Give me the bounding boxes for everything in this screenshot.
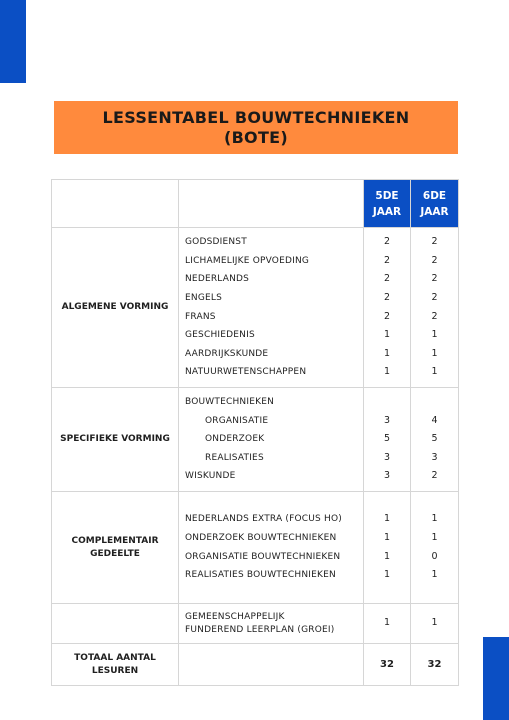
hours-value: 1 <box>431 366 438 378</box>
hours-value: 3 <box>383 414 391 426</box>
lessentabel-table <box>51 179 459 686</box>
hours-value: 1 <box>383 347 391 359</box>
hours-value: 1 <box>431 329 438 341</box>
category-label: ALGEMENE VORMING <box>52 228 179 388</box>
total-year-5: 32 <box>364 644 411 686</box>
subject-name: NEDERLANDS EXTRA (FOCUS HO) <box>185 514 342 525</box>
header-row <box>52 180 459 228</box>
group-row-algemene <box>52 228 459 388</box>
hours-value: 1 <box>431 513 438 525</box>
header-empty-category <box>52 180 179 228</box>
subject-name: WISKUNDE <box>185 471 236 482</box>
subject-name: BOUWTECHNIEKEN <box>185 397 275 408</box>
subject-name: ORGANISATIE <box>205 415 269 426</box>
hours-column-year-6 <box>411 228 459 388</box>
hours-value: 1 <box>383 531 391 543</box>
hours-value: 2 <box>431 291 438 303</box>
subject-name: NEDERLANDS <box>185 274 250 285</box>
subject-name: ONDERZOEK BOUWTECHNIEKEN <box>185 532 337 543</box>
subject-name: NATUURWETENSCHAPPEN <box>185 367 307 378</box>
group-row-specifieke <box>52 388 459 492</box>
hours-value: 2 <box>383 273 391 285</box>
subject-name: REALISATIES BOUWTECHNIEKEN <box>185 570 336 581</box>
total-year-6: 32 <box>411 644 459 686</box>
subject-name: FUNDEREND LEERPLAN (GROEI) <box>185 624 335 635</box>
category-label: SPECIFIEKE VORMING <box>52 388 179 492</box>
group-row-complementair <box>52 492 459 604</box>
hours-value: 1 <box>383 513 391 525</box>
hours-column-year-5 <box>364 492 411 604</box>
hours-value: 1 <box>383 569 391 581</box>
subject-name: GEMEENSCHAPPELIJK <box>185 612 285 622</box>
subject-list <box>179 492 364 604</box>
subject-list <box>179 388 364 492</box>
hours-column-year-5 <box>364 388 411 492</box>
decorative-accent-bar-top <box>0 0 26 83</box>
subject-name: ONDERZOEK <box>205 434 265 445</box>
hours-value: 0 <box>431 550 438 562</box>
hours-value: 2 <box>431 236 438 248</box>
hours-value: 2 <box>383 254 391 266</box>
subject-name: LICHAMELIJKE OPVOEDING <box>185 255 310 266</box>
subject-name: ORGANISATIE BOUWTECHNIEKEN <box>185 551 341 562</box>
hours-value: 1 <box>431 617 438 629</box>
hours-value: 3 <box>383 451 391 463</box>
hours-value: 2 <box>431 470 438 482</box>
hours-value: 1 <box>431 569 438 581</box>
decorative-accent-bar-bottom <box>483 637 509 720</box>
hours-column-year-5 <box>364 604 411 644</box>
subject-name: AARDRIJKSKUNDE <box>185 348 269 359</box>
subject-name: GODSDIENST <box>185 237 247 248</box>
total-row <box>52 644 459 686</box>
header-year-5: 5DE JAAR <box>364 180 411 228</box>
header-year-6: 6DE JAAR <box>411 180 459 228</box>
hours-column-year-6 <box>411 388 459 492</box>
category-label: COMPLEMENTAIR GEDEELTE <box>52 492 179 604</box>
hours-value: 2 <box>431 254 438 266</box>
hours-value: 2 <box>383 310 391 322</box>
subject-list <box>179 604 364 644</box>
hours-value: 3 <box>431 451 438 463</box>
hours-column-year-6 <box>411 604 459 644</box>
hours-value <box>364 393 410 412</box>
subject-name: GESCHIEDENIS <box>185 330 255 341</box>
hours-value: 5 <box>431 433 438 445</box>
hours-value: 2 <box>431 310 438 322</box>
hours-value: 2 <box>383 236 391 248</box>
group-row-gemeenschappelijk <box>52 604 459 644</box>
total-label: TOTAAL AANTAL LESUREN <box>52 644 179 686</box>
hours-value: 5 <box>383 433 391 445</box>
hours-value: 1 <box>383 366 391 378</box>
hours-value: 1 <box>383 617 391 629</box>
subject-list <box>179 228 364 388</box>
subject-name: ENGELS <box>185 292 223 303</box>
hours-value: 2 <box>383 291 391 303</box>
hours-value <box>411 393 458 412</box>
page-title-banner <box>54 101 458 154</box>
hours-column-year-5 <box>364 228 411 388</box>
header-empty-subject <box>179 180 364 228</box>
hours-value: 4 <box>431 414 438 426</box>
hours-value: 2 <box>431 273 438 285</box>
hours-value: 1 <box>383 550 391 562</box>
hours-value: 1 <box>383 329 391 341</box>
total-empty-subject <box>179 644 364 686</box>
category-empty <box>52 604 179 644</box>
subject-name: FRANS <box>185 311 216 322</box>
hours-value: 1 <box>431 347 438 359</box>
hours-column-year-6 <box>411 492 459 604</box>
page-title-line2: (BOTE) <box>223 127 289 147</box>
hours-value: 3 <box>383 470 391 482</box>
hours-value: 1 <box>431 531 438 543</box>
subject-name: REALISATIES <box>205 452 264 463</box>
page-title-line1: LESSENTABEL BOUWTECHNIEKEN <box>102 107 410 127</box>
